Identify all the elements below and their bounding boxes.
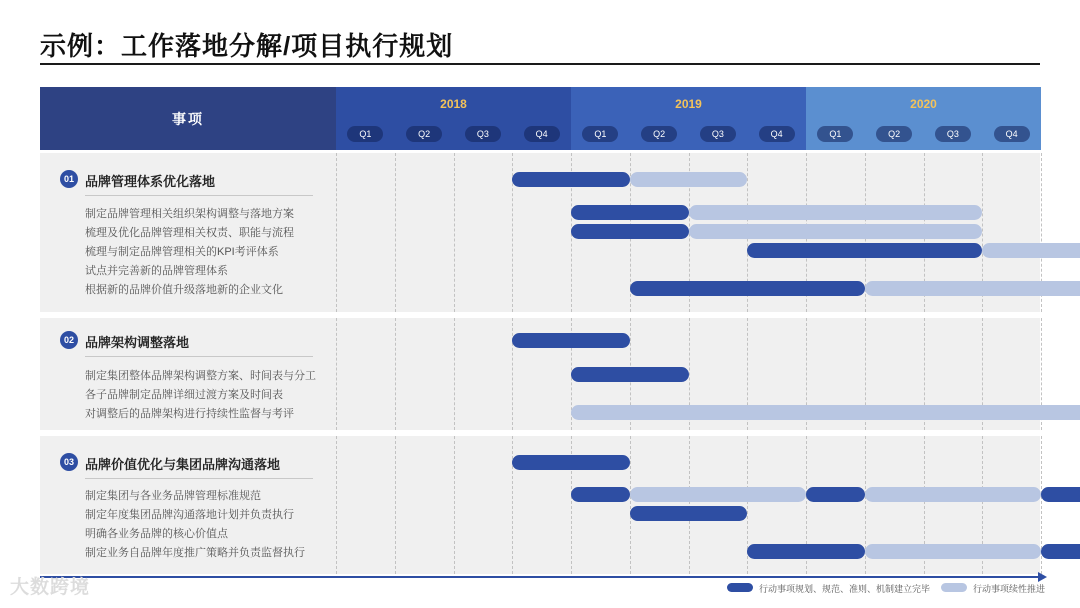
quarter-label: Q2 (641, 126, 677, 142)
quarter-label: Q1 (582, 126, 618, 142)
section-number-badge: 01 (60, 170, 78, 188)
quarter-gridline (689, 436, 690, 574)
quarter-gridline (630, 436, 631, 574)
gantt-bar-ongoing (982, 243, 1080, 258)
quarter-gridline (336, 436, 337, 574)
title-divider (40, 63, 1040, 65)
quarter-gridline (454, 318, 455, 430)
quarter-label: Q3 (465, 126, 501, 142)
quarter-gridline (395, 436, 396, 574)
gantt-bar-established (806, 487, 865, 502)
timeline-axis (40, 576, 1040, 578)
timeline-arrow-icon (1038, 572, 1047, 582)
legend-dark-swatch (727, 583, 753, 592)
gantt-bar-established (630, 506, 748, 521)
quarter-label: Q2 (406, 126, 442, 142)
quarter-gridline (395, 153, 396, 312)
gantt-bar-established (571, 205, 689, 220)
legend-dark-label: 行动事项规划、规范、准则、机制建立完毕 (759, 584, 931, 594)
page-title: 示例：工作落地分解/项目执行规划 (40, 31, 454, 61)
section-title: 品牌价值优化与集团品牌沟通落地 (85, 457, 281, 472)
year-label: 2018 (440, 97, 467, 111)
quarter-label: Q1 (347, 126, 383, 142)
quarter-gridline (454, 436, 455, 574)
task-label: 梳理及优化品牌管理相关权责、职能与流程 (85, 227, 294, 239)
gantt-bar-ongoing (630, 172, 748, 187)
gantt-bar-established (747, 544, 865, 559)
gantt-bar-established (571, 487, 630, 502)
section-title-underline (85, 195, 313, 196)
gantt-bar-ongoing (689, 205, 983, 220)
quarter-gridline (395, 318, 396, 430)
section-number-badge: 03 (60, 453, 78, 471)
quarter-label: Q4 (524, 126, 560, 142)
header-item-column: 事项 (40, 87, 336, 150)
quarter-label: Q1 (817, 126, 853, 142)
task-label: 各子品牌制定品牌详细过渡方案及时间表 (85, 389, 283, 401)
quarter-label: Q3 (935, 126, 971, 142)
gantt-bar-ongoing (630, 487, 806, 502)
task-label: 制定集团与各业务品牌管理标准规范 (85, 490, 261, 502)
quarter-label: Q3 (700, 126, 736, 142)
section-number-badge: 02 (60, 331, 78, 349)
quarter-gridline (336, 153, 337, 312)
task-label: 对调整后的品牌架构进行持续性监督与考评 (85, 408, 294, 420)
gantt-bar-established (512, 455, 630, 470)
gantt-bar-ongoing (571, 405, 1080, 420)
task-label: 制定品牌管理相关组织架构调整与落地方案 (85, 208, 294, 220)
task-label: 试点并完善新的品牌管理体系 (85, 265, 228, 277)
year-label: 2019 (675, 97, 702, 111)
gantt-bar-established (571, 367, 689, 382)
gantt-bar-established (747, 243, 982, 258)
task-label: 根据新的品牌价值升级落地新的企业文化 (85, 284, 283, 296)
gantt-bar-ongoing (865, 544, 1041, 559)
quarter-gridline (336, 318, 337, 430)
gantt-bar-ongoing (689, 224, 983, 239)
task-label: 梳理与制定品牌管理相关的KPI考评体系 (85, 246, 279, 258)
gantt-bar-established (1041, 544, 1080, 559)
legend-light-swatch (941, 583, 967, 592)
gantt-bar-established (1041, 487, 1080, 502)
task-label: 明确各业务品牌的核心价值点 (85, 528, 228, 540)
gantt-bar-established (630, 281, 865, 296)
section-title: 品牌架构调整落地 (85, 335, 190, 350)
gantt-bar-established (571, 224, 689, 239)
gantt-bar-ongoing (865, 281, 1080, 296)
section-title-underline (85, 478, 313, 479)
section-title: 品牌管理体系优化落地 (85, 174, 216, 189)
quarter-gridline (454, 153, 455, 312)
gantt-bar-established (512, 333, 630, 348)
quarter-label: Q4 (759, 126, 795, 142)
section-title-underline (85, 356, 313, 357)
task-label: 制定年度集团品牌沟通落地计划并负责执行 (85, 509, 294, 521)
legend-light-label: 行动事项续性推进 (973, 584, 1046, 594)
quarter-label: Q2 (876, 126, 912, 142)
task-label: 制定集团整体品牌架构调整方案、时间表与分工 (85, 370, 316, 382)
gantt-bar-established (512, 172, 630, 187)
watermark-logo: 大数跨境 (10, 577, 91, 598)
quarter-label: Q4 (994, 126, 1030, 142)
year-label: 2020 (910, 97, 937, 111)
gantt-bar-ongoing (865, 487, 1041, 502)
task-label: 制定业务自品牌年度推广策略并负责监督执行 (85, 547, 305, 559)
